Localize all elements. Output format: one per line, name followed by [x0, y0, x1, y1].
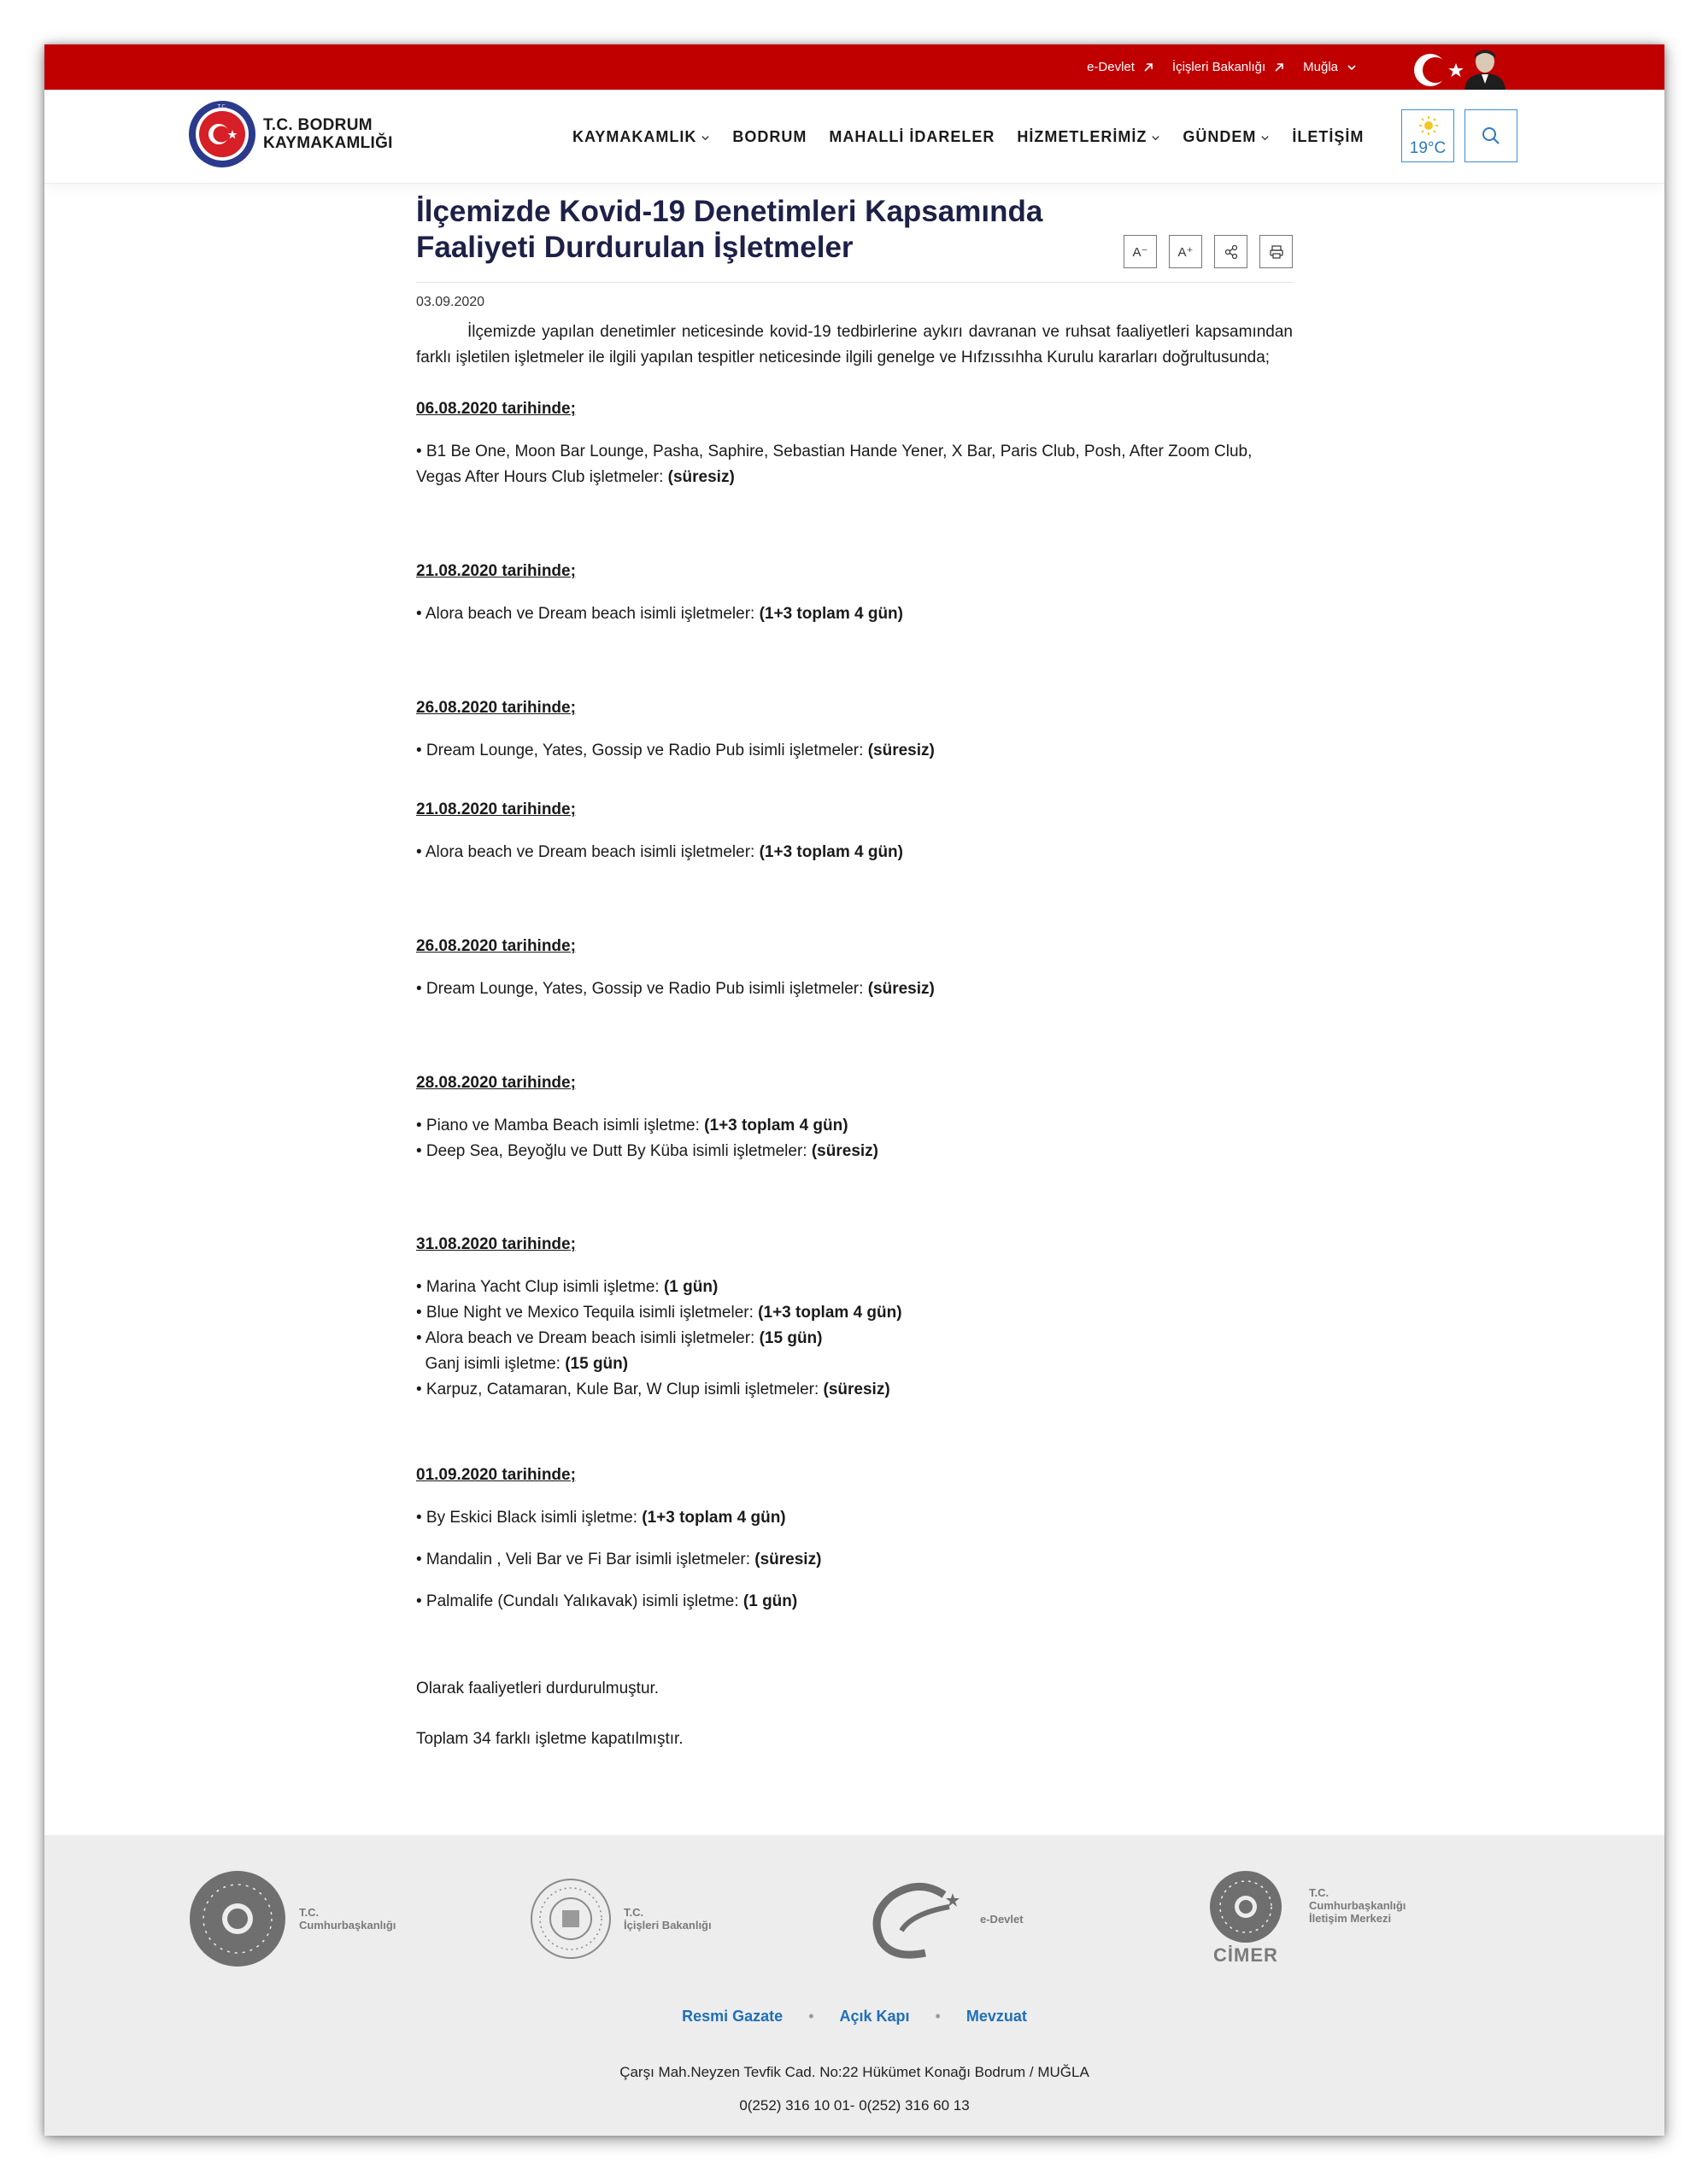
section-2108-repeat	[416, 797, 1293, 865]
nav-label: HİZMETLERİMİZ	[1017, 127, 1147, 145]
line-duration: (süresiz)	[667, 468, 735, 486]
section-line	[416, 1377, 1293, 1403]
line-duration: (1 gün)	[663, 1278, 719, 1296]
section-line	[416, 439, 1293, 490]
line-text: • Mandalin , Veli Bar ve Fi Bar isimli işletmeler:	[416, 1551, 755, 1568]
line-duration: (süresiz)	[867, 980, 935, 998]
main-nav	[572, 90, 1364, 184]
title-divider	[416, 282, 1293, 283]
nav-label: MAHALLİ İDARELER	[829, 127, 995, 145]
line-duration: (15 gün)	[565, 1355, 629, 1373]
print-button[interactable]	[1259, 235, 1293, 268]
weather-temperature: 19°C	[1409, 139, 1447, 157]
line-text: • By Eskici Black isimli işletme:	[416, 1509, 643, 1527]
top-link-mugla[interactable]	[1303, 60, 1357, 74]
section-line	[416, 1326, 1293, 1351]
top-link-icisleri[interactable]	[1172, 60, 1284, 74]
turkish-flag-portrait-icon	[1403, 48, 1514, 90]
footer-logo-line: Cumhurbaşkanlığı	[299, 1919, 396, 1932]
section-line	[416, 1547, 1293, 1573]
chevron-down-icon	[1347, 62, 1357, 73]
line-text: • Karpuz, Catamaran, Kule Bar, W Clup isimli işletmeler:	[416, 1381, 824, 1398]
footer-link-acik-kapi[interactable]: Açık Kapı	[839, 2008, 910, 2025]
chevron-down-icon	[1260, 133, 1270, 143]
closing-text-1: Olarak faaliyetleri durdurulmuştur.	[416, 1680, 660, 1697]
share-button[interactable]	[1214, 235, 1247, 268]
top-links	[1087, 44, 1357, 90]
section-line	[416, 1113, 1293, 1139]
news-article	[416, 194, 1293, 1748]
footer-logo-line: T.C.	[1309, 1885, 1329, 1899]
chevron-down-icon	[701, 133, 710, 143]
footer-logo-icisleri[interactable]	[530, 1878, 712, 1960]
nav-label: KAYMAKAMLIK	[572, 127, 697, 145]
nav-gundem[interactable]	[1183, 128, 1270, 146]
font-decrease-button[interactable]	[1124, 235, 1157, 268]
section-heading: 06.08.2020 tarihinde;	[416, 400, 576, 418]
line-duration: (1+3 toplam 4 gün)	[758, 1304, 902, 1322]
logo-line-1: T.C. BODRUM	[263, 116, 373, 134]
section-line	[416, 601, 1293, 627]
footer-logo-text	[1309, 1886, 1406, 1925]
print-icon	[1268, 243, 1285, 261]
footer-phone: 0(252) 316 10 01- 0(252) 316 60 13	[739, 2097, 970, 2114]
line-text: • Deep Sea, Beyoğlu ve Dutt By Küba isimli işletmeler:	[416, 1142, 812, 1160]
line-duration: (1 gün)	[742, 1592, 798, 1610]
line-duration: (süresiz)	[811, 1142, 878, 1160]
share-icon	[1223, 243, 1240, 261]
font-increase-label: A⁺	[1177, 244, 1194, 260]
section-heading: 31.08.2020 tarihinde;	[416, 1235, 576, 1253]
footer-logo-text	[624, 1906, 712, 1932]
footer-link-resmi-gazete[interactable]: Resmi Gazate	[682, 2008, 784, 2025]
presidential-seal-icon	[188, 1869, 287, 1968]
article-date: 03.09.2020	[416, 295, 485, 309]
footer-logo-cumhurbaskanligi[interactable]	[188, 1869, 396, 1968]
site-footer	[44, 1835, 1664, 2136]
line-duration: (1+3 toplam 4 gün)	[759, 605, 903, 623]
top-link-label: Muğla	[1303, 60, 1338, 74]
section-line	[416, 1351, 1293, 1377]
section-line	[416, 1139, 1293, 1164]
section-2108	[416, 559, 1293, 627]
section-line	[416, 738, 1293, 764]
footer-logo-line: T.C.	[299, 1906, 320, 1919]
top-bar	[44, 44, 1664, 90]
section-heading: 28.08.2020 tarihinde;	[416, 1074, 576, 1092]
footer-address: Çarşı Mah.Neyzen Tevfik Cad. No:22 Hükümet Konağı Bodrum / MUĞLA	[619, 2064, 1089, 2080]
line-text: • Alora beach ve Dream beach isimli işletmeler:	[416, 605, 760, 623]
footer-logo-line: Cumhurbaşkanlığı	[1309, 1898, 1406, 1912]
line-duration: (15 gün)	[759, 1329, 823, 1347]
line-text: • Alora beach ve Dream beach isimli işletmeler:	[416, 1329, 760, 1347]
section-heading: 21.08.2020 tarihinde;	[416, 562, 576, 580]
font-decrease-label: A⁻	[1132, 244, 1148, 260]
nav-kaymakamlik[interactable]	[572, 128, 710, 146]
section-line	[416, 1589, 1293, 1615]
section-heading: 01.09.2020 tarihinde;	[416, 1466, 576, 1484]
top-link-edevlet[interactable]	[1087, 60, 1153, 74]
logo-text	[263, 116, 393, 152]
weather-widget[interactable]	[1401, 109, 1454, 162]
line-duration: (süresiz)	[867, 742, 935, 759]
line-duration: (1+3 toplam 4 gün)	[642, 1509, 786, 1527]
nav-bodrum[interactable]	[732, 128, 807, 146]
line-text: • Dream Lounge, Yates, Gossip ve Radio Pub isimli işletmeler:	[416, 742, 868, 759]
line-text: • Marina Yacht Clup isimli işletme:	[416, 1278, 664, 1296]
nav-mahalli-idareler[interactable]	[829, 128, 995, 146]
chevron-down-icon	[1151, 133, 1160, 143]
top-link-label: e-Devlet	[1087, 60, 1135, 74]
section-heading: 26.08.2020 tarihinde;	[416, 937, 576, 955]
nav-label: BODRUM	[732, 127, 807, 145]
line-text: • B1 Be One, Moon Bar Lounge, Pasha, Saphire, Sebastian Hande Yener, X Bar, Paris Club, Posh, After Zoom Club, Vegas After Hours Club işletmeler:	[416, 443, 1253, 486]
line-text: • Piano ve Mamba Beach isimli işletme:	[416, 1117, 705, 1134]
svg-text:T.C.: T.C.	[217, 103, 227, 110]
footer-logo-text	[980, 1913, 1024, 1926]
line-text: • Palmalife (Cundalı Yalıkavak) isimli işletme:	[416, 1592, 743, 1610]
kaymakamlik-seal-icon	[188, 100, 256, 168]
section-heading: 21.08.2020 tarihinde;	[416, 800, 576, 818]
nav-label: GÜNDEM	[1183, 127, 1257, 145]
browser-page	[44, 44, 1664, 2136]
footer-links	[44, 2008, 1664, 2026]
footer-separator: •	[935, 2008, 941, 2025]
search-icon	[1482, 126, 1500, 145]
search-button[interactable]	[1464, 109, 1517, 162]
section-line	[416, 976, 1293, 1002]
line-duration: (1+3 toplam 4 gün)	[704, 1117, 848, 1134]
cimer-seal-icon	[1208, 1869, 1283, 1944]
section-line	[416, 840, 1293, 865]
footer-logo-text	[299, 1906, 396, 1932]
closing-text-2: Toplam 34 farklı işletme kapatılmıştır.	[416, 1730, 684, 1748]
section-0109	[416, 1463, 1293, 1615]
interior-ministry-seal-icon	[530, 1878, 612, 1960]
line-text: Ganj isimli işletme:	[416, 1355, 566, 1373]
logo-line-2: KAYMAKAMLIĞI	[263, 134, 393, 152]
nav-iletisim[interactable]	[1292, 128, 1364, 146]
top-link-label: İçişleri Bakanlığı	[1171, 60, 1266, 74]
section-0608	[416, 396, 1293, 490]
line-duration: (1+3 toplam 4 gün)	[759, 843, 903, 861]
font-increase-button[interactable]	[1169, 235, 1202, 268]
section-heading: 26.08.2020 tarihinde;	[416, 699, 576, 717]
nav-hizmetlerimiz[interactable]	[1017, 128, 1160, 146]
line-text: • Blue Night ve Mexico Tequila isimli işletmeler:	[416, 1304, 759, 1322]
section-2808	[416, 1070, 1293, 1164]
edevlet-logo-icon	[867, 1878, 968, 1960]
article-intro: İlçemizde yapılan denetimler neticesinde kovid-19 tedbirlerine aykırı davranan ve ruhsat faaliyetleri kapsamından farklı işletilen işletmeler ile ilgili yapılan tespitler neticesinde ilgili genelge ve Hıfzıssıhha Kurulu kararları doğrultusunda;	[416, 323, 1293, 366]
cimer-seal	[1208, 1869, 1283, 1967]
footer-logo-cimer[interactable]	[1208, 1869, 1406, 1967]
section-3108	[416, 1232, 1293, 1403]
site-header	[44, 90, 1664, 184]
line-text: • Dream Lounge, Yates, Gossip ve Radio Pub isimli işletmeler:	[416, 980, 868, 998]
footer-link-mevzuat[interactable]: Mevzuat	[966, 2008, 1027, 2025]
footer-logo-line: İletişim Merkezi	[1309, 1911, 1392, 1925]
external-arrow-icon	[1274, 62, 1284, 73]
sun-icon	[1418, 115, 1439, 136]
footer-logo-line: İçişleri Bakanlığı	[624, 1919, 712, 1932]
article-title: İlçemizde Kovid-19 Denetimleri Kapsamında Faaliyeti Durdurulan İşletmeler	[416, 195, 1043, 264]
article-tools	[1124, 235, 1293, 268]
cimer-label: CİMER	[1213, 1944, 1278, 1966]
line-duration: (süresiz)	[754, 1551, 822, 1568]
line-text: • Alora beach ve Dream beach isimli işletmeler:	[416, 843, 760, 861]
section-2608	[416, 695, 1293, 764]
footer-logo-line: e-Devlet	[980, 1912, 1024, 1926]
site-logo[interactable]	[188, 100, 393, 168]
line-duration: (süresiz)	[823, 1381, 890, 1398]
article-body	[416, 320, 1293, 1748]
section-line	[416, 1275, 1293, 1300]
section-line	[416, 1505, 1293, 1531]
footer-logo-line: T.C.	[624, 1906, 644, 1919]
section-2608-repeat	[416, 934, 1293, 1002]
footer-logo-edevlet[interactable]	[867, 1878, 1024, 1960]
footer-separator: •	[808, 2008, 814, 2025]
nav-label: İLETİŞİM	[1292, 127, 1365, 145]
external-arrow-icon	[1143, 62, 1153, 73]
section-line	[416, 1300, 1293, 1326]
